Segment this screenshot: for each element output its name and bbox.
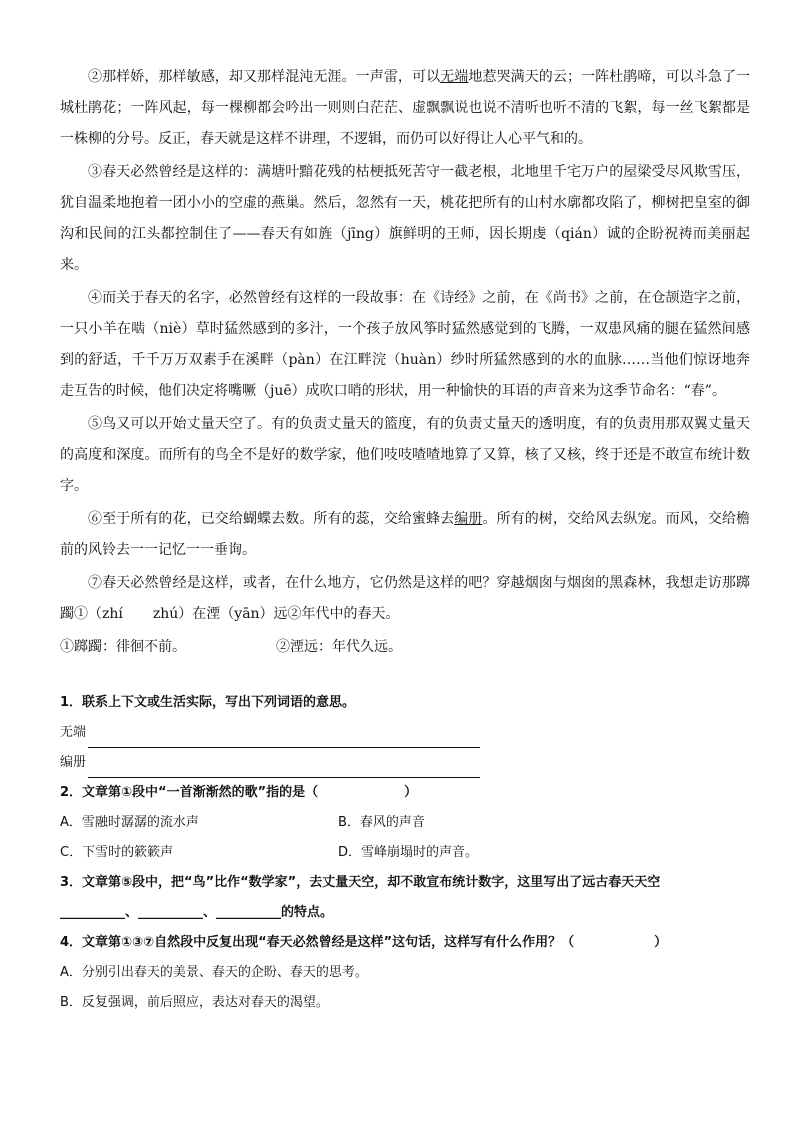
- option-b[interactable]: B．春风的声音: [338, 815, 425, 830]
- question-section: [60, 688, 750, 1018]
- question-2-options-row-2: [60, 838, 750, 868]
- paragraph-2: [60, 62, 750, 155]
- underlined-word-bianche: 编册: [454, 511, 483, 527]
- answer-line-wuduan: [60, 718, 750, 748]
- footnote-2: ②湮远：年代久远。: [276, 639, 402, 655]
- option-a[interactable]: A．雪融时潺潺的流水声: [60, 815, 199, 830]
- question-2-close: ）: [404, 785, 418, 800]
- separator: 、: [203, 905, 217, 920]
- answer-label-wuduan: 无端: [60, 725, 87, 740]
- reading-passage: [60, 62, 750, 665]
- footnotes: [60, 632, 750, 663]
- answer-input-wuduan[interactable]: [88, 727, 480, 748]
- option-c[interactable]: C．下雪时的簌簌声: [60, 845, 174, 860]
- question-4: [60, 928, 750, 958]
- paragraph-3: ③春天必然曾经是这样的：满塘叶黯花残的枯梗抵死苦守一截老根，北地里千宅万户的屋梁受尽风欺雪压，犹自温柔地抱着一团小小的空虚的燕巢。然后，忽然有一天，桃花把所有的山村水廓都攻陷了，柳树把皇室的御沟和民间的江头都控制住了——春天有如旌（jīng）旗鲜明的王师，因长期虔（qián）诚的企盼祝祷而美丽起来。: [60, 164, 750, 273]
- option-d[interactable]: D．雪峰崩塌时的声音。: [338, 845, 479, 860]
- question-4-option-a[interactable]: A．分别引出春天的美景、春天的企盼、春天的思考。: [60, 965, 368, 980]
- question-1: 1．联系上下文或生活实际，写出下列词语的意思。: [60, 695, 356, 710]
- question-3: 3．文章第⑤段中，把“鸟”比作“数学家”，去丈量天空，却不敢宣布统计数字，这里写出了远古春天天空: [60, 875, 661, 890]
- paragraph-6: [60, 504, 750, 566]
- separator: 、: [125, 905, 139, 920]
- paragraph-5: ⑤鸟又可以开始丈量天空了。有的负责丈量天的篮度，有的负责丈量天的透明度，有的负责用那双翼丈量天的高度和深度。而所有的鸟全不是好的数学家，他们吱吱喳喳地算了又算，核了又核，终于还是不敢宣布统计数字。: [60, 416, 750, 494]
- question-3-blank-3[interactable]: __________: [216, 905, 282, 920]
- underlined-word-wuduan: 无端: [440, 69, 469, 85]
- question-3-blank-2[interactable]: __________: [138, 905, 204, 920]
- paragraph-7-text-b: zhú）在湮（yān）远②年代中的春天。: [152, 606, 400, 622]
- answer-line-bianche: [60, 748, 750, 778]
- question-4-close: ）: [654, 935, 668, 950]
- question-2-options-row-1: [60, 808, 750, 838]
- question-2-text: 2．文章第①段中“一首渐渐然的歌”指的是（: [60, 785, 319, 800]
- paragraph-2-text-b: 地惹哭满天的云；一阵杜鹃啼，可以斗急了一城杜鹃花；一阵风起，每一棵柳都会吟出一则则白茫茫、虚飘飘说也说不清听也听不清的飞絮，每一丝飞絮都是一株柳的分号。反正，春天就是这样不讲理，不逻辑，而仍可以好得让人心平气和的。: [60, 69, 751, 147]
- question-3-blank-1[interactable]: __________: [60, 905, 125, 920]
- question-2: [60, 778, 750, 808]
- paragraph-7: [60, 568, 750, 630]
- paragraph-6-text-b: 。所有的树，交给风去纵宠。而风，交给檐前的风铃去一一记忆一一垂询。: [60, 511, 751, 558]
- footnote-1: ①踯躅：徘徊不前。: [60, 639, 186, 655]
- question-3-end: 的特点。: [281, 905, 334, 920]
- paragraph-2-text-a: ②那样娇，那样敏感，却又那样混沌无涯。一声雷，可以: [88, 69, 441, 85]
- paragraph-7-text-a: ⑦春天必然曾经是这样，或者，在什么地方，它仍然是这样的吧？穿越烟囱与烟囱的黑森林，我想走访那踯躅①（zhí: [60, 575, 750, 622]
- question-3-blanks: [60, 898, 750, 928]
- answer-input-bianche[interactable]: [88, 757, 480, 778]
- paragraph-6-text-a: ⑥至于所有的花，已交给蝴蝶去数。所有的蕊，交给蜜蜂去: [88, 511, 455, 527]
- answer-label-bianche: 编册: [60, 755, 87, 770]
- question-4-text: 4．文章第①③⑦自然段中反复出现“春天必然曾经是这样”这句话，这样写有什么作用？（: [60, 935, 575, 950]
- paragraph-4: ④而关于春天的名字，必然曾经有这样的一段故事：在《诗经》之前，在《尚书》之前，在仓颉造字之前，一只小羊在啮（niè）草时猛然感到的多汁，一个孩子放风筝时猛然感觉到的飞腾，一双患风痛的腿在猛然间感到的舒适，千千万万双素手在溪畔（pàn）在江畔浣（huàn）纱时所猛然感到的水的血脉……当他们惊讶地奔走互告的时候，他们决定将嘴噘（juē）成吹口哨的形状，用一种愉快的耳语的声音来为这季节命名：“春”。: [60, 290, 750, 399]
- question-4-option-b[interactable]: B．反复强调，前后照应，表达对春天的渴望。: [60, 995, 329, 1010]
